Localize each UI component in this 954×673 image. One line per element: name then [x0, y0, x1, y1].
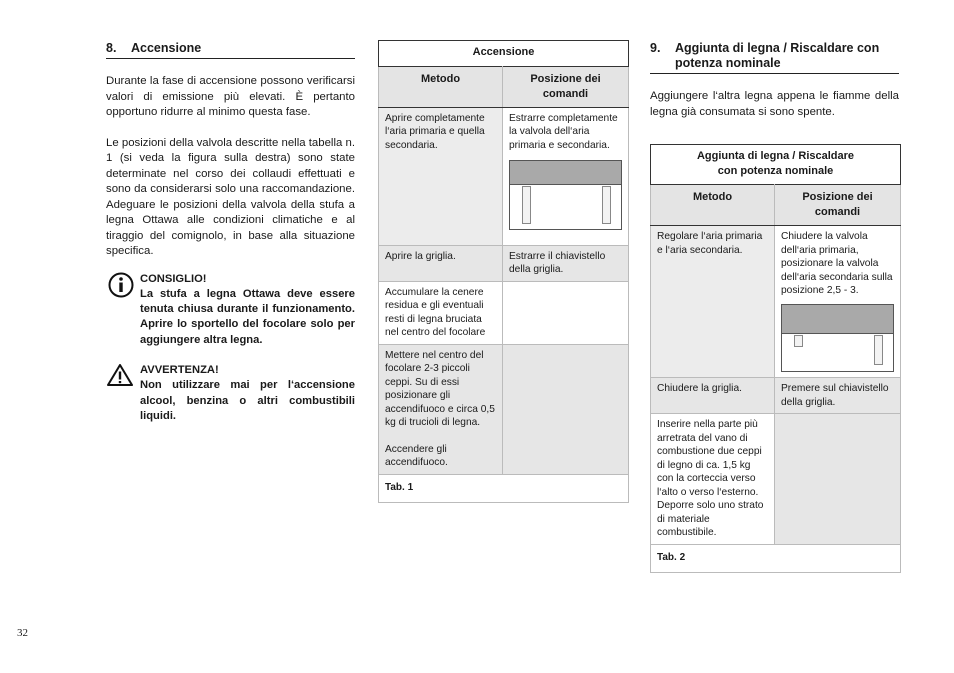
table-1-header-method: Metodo [379, 66, 503, 107]
table-2-header-method: Metodo [651, 185, 775, 226]
table-1-cell-method: Aprire la griglia. [379, 245, 503, 281]
section-8-number: 8. [106, 41, 117, 55]
stove-top-bar [782, 305, 893, 334]
table-1-cell-method-extra: Accendere gli accendifuoco. [385, 443, 448, 468]
table-1-title: Accensione [379, 41, 629, 67]
table-1-cell-method [379, 344, 503, 474]
table-2-cell-method: Chiudere la griglia. [651, 378, 775, 414]
section-9-heading [650, 41, 899, 74]
primary-air-lever [794, 335, 803, 347]
section-9-title: Aggiunta di legna / Riscaldare con potenza nominale [675, 41, 880, 70]
table-row [379, 245, 629, 281]
table-1-cell-position [503, 107, 629, 245]
table-2-footer: Tab. 2 [651, 544, 901, 573]
section-8 [106, 41, 355, 424]
info-icon [106, 272, 140, 348]
table-row [379, 107, 629, 245]
stove-top-bar [510, 161, 621, 185]
warning-notice [106, 363, 355, 424]
tip-text: La stufa a legna Ottawa deve essere tenuta chiusa durante il funzionamento. Aprire lo sportello del focolare solo per aggiungere altra legna. [140, 287, 355, 346]
stove-control-illustration [509, 160, 622, 230]
table-2-cell-position-text: Chiudere la valvola dell‘aria primaria, posizionare la valvola dell‘aria secondaria sulla posizione 2,5 - 3. [781, 231, 893, 296]
primary-air-lever [522, 186, 531, 224]
table-1 [378, 40, 629, 503]
table-1-footer: Tab. 1 [379, 474, 629, 503]
secondary-air-lever [602, 186, 611, 224]
table-2-title-line-2: con potenza nominale [717, 164, 834, 177]
table-1-header-position: Posizione dei comandi [503, 66, 629, 107]
warning-icon [106, 363, 140, 424]
stove-control-illustration [781, 304, 894, 372]
table-1-cell-position: Estrarre il chiavistello della griglia. [503, 245, 629, 281]
table-row [379, 344, 629, 474]
section-9-paragraph-1: Aggiungere l‘altra legna appena le fiamme della legna già consumata si sono spente. [650, 90, 899, 118]
table-1-cell-position [503, 281, 629, 344]
table-row [651, 414, 901, 545]
section-9-number: 9. [650, 41, 661, 55]
table-1-cell-method-text: Mettere nel centro del focolare 2-3 piccoli ceppi. Su di essi posizionare gli accendifuoco e circa 0,5 kg di trucioli di legna. [385, 349, 495, 428]
tip-notice [106, 272, 355, 348]
section-8-paragraph-1: Durante la fase di accensione possono verificarsi valori di emissione più elevati. È pertanto opportuno ridurre al minimo questa fase. [106, 75, 355, 118]
table-2-cell-method: Inserire nella parte più arretrata del vano di combustione due ceppi di legno di ca. 1,5 kg con la corteccia verso l‘alto o verso l‘esterno. Deporre solo uno strato di materiale combustibile. [651, 414, 775, 545]
table-2-cell-position: Premere sul chiavistello della griglia. [775, 378, 901, 414]
table-1-cell-method: Accumulare la cenere residua e gli eventuali resti di legna bruciata nel centro del focolare [379, 281, 503, 344]
table-2 [650, 144, 901, 573]
section-9 [650, 41, 899, 120]
warning-text: Non utilizzare mai per l‘accensione alcool, benzina o altri combustibili liquidi. [140, 379, 355, 422]
warning-title: AVVERTENZA! [140, 363, 219, 376]
table-2-title-line-1: Aggiunta di legna / Riscaldare [696, 150, 855, 162]
tip-title: CONSIGLIO! [140, 272, 207, 285]
table-1-cell-position-text: Estrarre completamente la valvola dell‘aria primaria e secondaria. [509, 112, 618, 151]
section-8-heading [106, 41, 355, 59]
table-2-title [651, 145, 901, 185]
table-row [651, 378, 901, 414]
table-1-cell-position [503, 344, 629, 474]
secondary-air-lever [874, 335, 883, 365]
section-8-title: Accensione [131, 41, 202, 55]
table-row [651, 226, 901, 378]
table-1-cell-method: Aprire completamente l‘aria primaria e quella secondaria. [379, 107, 503, 245]
table-2-cell-method: Regolare l‘aria primaria e l‘aria secondaria. [651, 226, 775, 378]
section-8-paragraph-2: Le posizioni della valvola descritte nella tabella n. 1 (si veda la figura sulla destra) sono state determinate nel corso dei collaudi effettuati e sono da considerarsi solo una raccomandazione. Adeguare le posizioni della valvola della stufa a legna Ottawa alle condizioni climatiche e al tiraggio del comignolo, in base alla situazione specifica. [106, 136, 355, 257]
table-2-header-position: Posizione dei comandi [775, 185, 901, 226]
table-2-cell-position [775, 226, 901, 378]
page-number: 32 [17, 627, 28, 639]
table-row [379, 281, 629, 344]
table-2-cell-position [775, 414, 901, 545]
